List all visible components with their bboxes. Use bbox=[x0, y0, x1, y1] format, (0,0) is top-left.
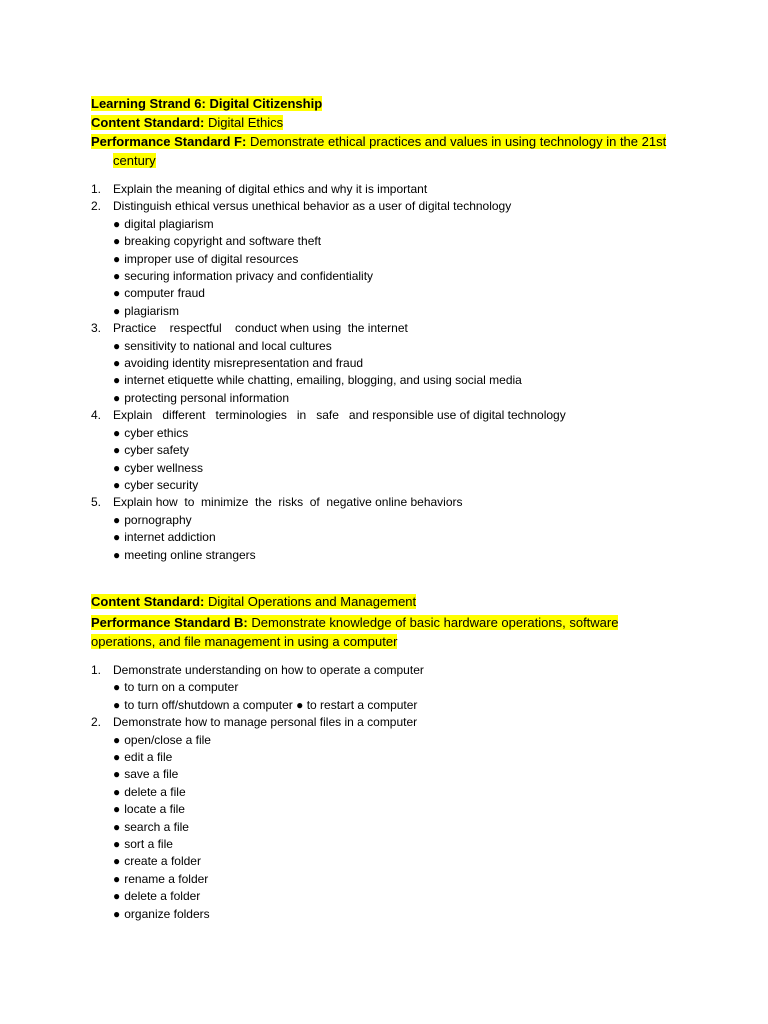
bullet-icon: ● bbox=[113, 373, 121, 388]
bullet-item: ● cyber wellness bbox=[113, 460, 203, 475]
competency-item bbox=[91, 714, 681, 923]
bullet-item: ● pornography bbox=[113, 512, 192, 527]
bullet-item: ● plagiarism bbox=[113, 303, 179, 318]
item-number: 1. bbox=[91, 182, 102, 196]
item-text: Explain how to minimize the risks of negative online behaviors bbox=[113, 495, 463, 510]
content-standard-line bbox=[91, 113, 681, 132]
competency-item bbox=[91, 494, 681, 564]
bullet-icon: ● bbox=[113, 854, 121, 869]
bullet-icon: ● bbox=[113, 819, 121, 834]
bullet-item: ● to turn on a computer bbox=[113, 680, 239, 695]
bullet-item: ● cyber security bbox=[113, 477, 199, 492]
learning-strand-text: Learning Strand 6: Digital Citizenship bbox=[91, 96, 323, 111]
bullet-icon: ● bbox=[113, 889, 121, 904]
bullet-icon: ● bbox=[113, 767, 121, 782]
bullet-icon: ● bbox=[113, 303, 121, 318]
bullet-icon: ● bbox=[113, 356, 121, 371]
bullet-item: ● computer fraud bbox=[113, 286, 205, 301]
bullet-item: ● locate a file bbox=[113, 802, 185, 817]
bullet-icon: ● bbox=[113, 425, 121, 440]
bullet-icon: ● bbox=[113, 390, 121, 405]
bullet-item: ● securing information privacy and confidentiality bbox=[113, 269, 374, 284]
bullet-icon: ● bbox=[113, 530, 121, 545]
bullet-icon: ● bbox=[113, 269, 121, 284]
competency-list bbox=[91, 181, 681, 564]
learning-strand-heading bbox=[91, 94, 681, 113]
bullet-icon: ● bbox=[113, 286, 121, 301]
content-standard-value: Digital Operations and Management bbox=[208, 594, 417, 609]
item-text: Demonstrate how to manage personal files in a computer bbox=[113, 715, 418, 730]
bullet-icon: ● bbox=[113, 547, 121, 562]
bullet-item: ● meeting online strangers bbox=[113, 547, 256, 562]
item-text: Distinguish ethical versus unethical behavior as a user of digital technology bbox=[113, 199, 512, 214]
competency-item bbox=[91, 407, 681, 494]
bullet-icon: ● bbox=[113, 338, 121, 353]
competency-item bbox=[91, 320, 681, 407]
bullet-icon: ● bbox=[113, 906, 121, 921]
item-text: Demonstrate understanding on how to operate a computer bbox=[113, 663, 424, 677]
item-number: 3. bbox=[91, 321, 102, 336]
item-number: 5. bbox=[91, 495, 102, 510]
bullet-icon: ● bbox=[113, 477, 121, 492]
bullet-item: ● avoiding identity misrepresentation and fraud bbox=[113, 356, 364, 371]
performance-standard-line bbox=[91, 613, 681, 651]
bullet-list bbox=[113, 338, 681, 408]
bullet-item: ● sensitivity to national and local cultures bbox=[113, 338, 332, 353]
competency-list bbox=[91, 662, 681, 923]
bullet-icon: ● bbox=[113, 680, 121, 695]
bullet-item: ● search a file bbox=[113, 819, 189, 834]
item-number: 1. bbox=[91, 663, 102, 677]
bullet-item: ● rename a folder bbox=[113, 871, 209, 886]
section-digital-operations bbox=[91, 592, 681, 923]
item-number: 4. bbox=[91, 408, 102, 423]
bullet-item: ● delete a folder bbox=[113, 889, 201, 904]
bullet-list bbox=[113, 425, 681, 495]
bullet-item: ● create a folder bbox=[113, 854, 201, 869]
bullet-item: ● breaking copyright and software theft bbox=[113, 234, 322, 249]
bullet-item: ● delete a file bbox=[113, 784, 186, 799]
bullet-icon: ● bbox=[113, 784, 121, 799]
bullet-icon: ● bbox=[113, 697, 121, 712]
bullet-item: ● organize folders bbox=[113, 906, 210, 921]
content-standard-line bbox=[91, 592, 681, 611]
bullet-list bbox=[113, 216, 681, 320]
performance-standard-value: Demonstrate ethical practices and values in using technology in the 21st century bbox=[113, 134, 667, 168]
competency-item bbox=[91, 198, 681, 320]
bullet-icon: ● bbox=[113, 871, 121, 886]
bullet-item: ● digital plagiarism bbox=[113, 216, 214, 231]
bullet-item: ● cyber ethics bbox=[113, 425, 189, 440]
performance-standard-label: Performance Standard B: bbox=[91, 615, 248, 630]
bullet-item: ● to turn off/shutdown a computer ● to restart a computer bbox=[113, 697, 418, 712]
performance-standard-value: Demonstrate knowledge of basic hardware operations, software operations, and file management in using a computer bbox=[91, 615, 619, 649]
bullet-item: ● internet etiquette while chatting, emailing, blogging, and using social media bbox=[113, 373, 522, 388]
content-standard-label: Content Standard: bbox=[91, 115, 205, 130]
bullet-icon: ● bbox=[113, 732, 121, 747]
bullet-icon: ● bbox=[113, 216, 121, 231]
bullet-list bbox=[113, 679, 681, 714]
performance-standard-label: Performance Standard F: bbox=[91, 134, 247, 149]
item-number: 2. bbox=[91, 199, 102, 214]
bullet-item: ● protecting personal information bbox=[113, 390, 290, 405]
content-standard-label: Content Standard: bbox=[91, 594, 205, 609]
bullet-item: ● internet addiction bbox=[113, 530, 216, 545]
section-digital-citizenship bbox=[91, 94, 681, 564]
bullet-icon: ● bbox=[113, 512, 121, 527]
bullet-icon: ● bbox=[113, 234, 121, 249]
competency-item bbox=[91, 181, 681, 198]
bullet-item: ● cyber safety bbox=[113, 443, 189, 458]
bullet-item: ● sort a file bbox=[113, 837, 173, 852]
bullet-list bbox=[113, 732, 681, 923]
bullet-icon: ● bbox=[113, 837, 121, 852]
item-number: 2. bbox=[91, 715, 102, 730]
item-text: Explain different terminologies in safe and responsible use of digital technology bbox=[113, 408, 566, 423]
bullet-list bbox=[113, 512, 681, 564]
item-text: Explain the meaning of digital ethics and why it is important bbox=[113, 182, 428, 196]
item-text: Practice respectful conduct when using the internet bbox=[113, 321, 408, 336]
bullet-icon: ● bbox=[113, 460, 121, 475]
bullet-icon: ● bbox=[113, 443, 121, 458]
bullet-item: ● improper use of digital resources bbox=[113, 251, 299, 266]
content-standard-value: Digital Ethics bbox=[208, 115, 284, 130]
bullet-item: ● save a file bbox=[113, 767, 179, 782]
bullet-icon: ● bbox=[113, 251, 121, 266]
bullet-icon: ● bbox=[113, 750, 121, 765]
competency-item bbox=[91, 662, 681, 714]
bullet-icon: ● bbox=[113, 802, 121, 817]
bullet-item: ● open/close a file bbox=[113, 732, 211, 747]
bullet-item: ● edit a file bbox=[113, 750, 173, 765]
performance-standard-line bbox=[91, 132, 681, 170]
